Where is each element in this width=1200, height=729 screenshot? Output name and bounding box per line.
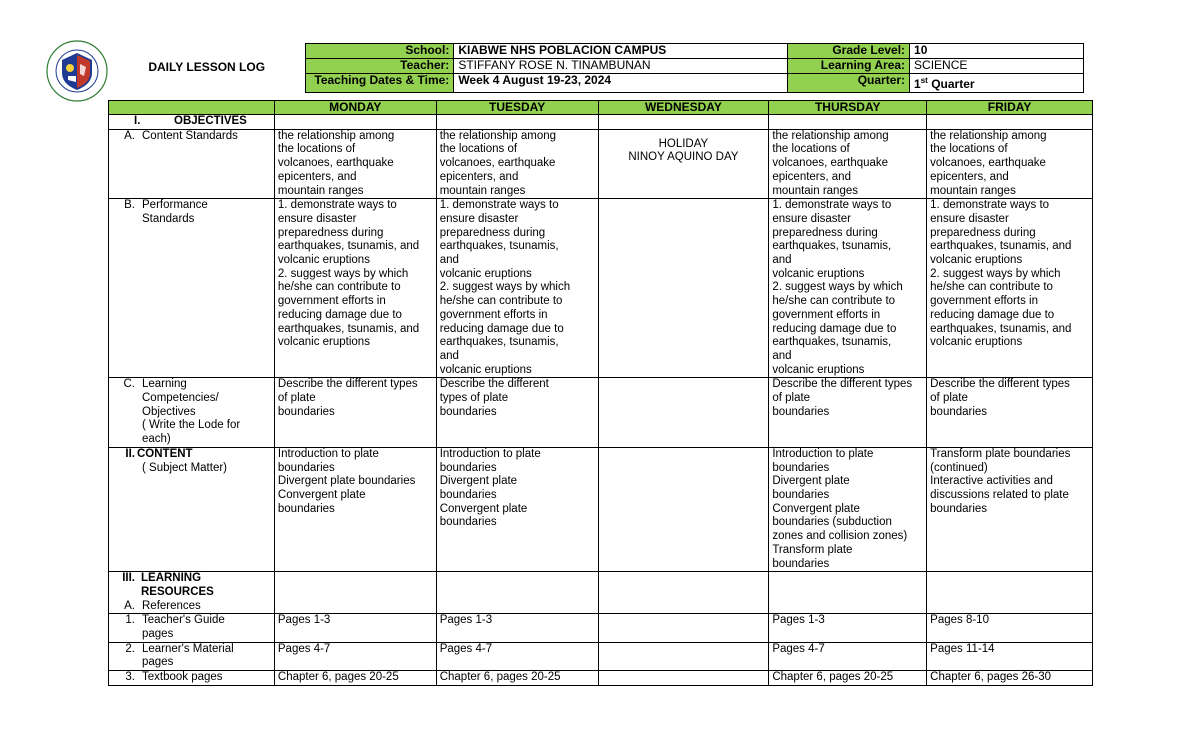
section-label: OBJECTIVES xyxy=(174,115,247,127)
cell-monday: Pages 1-3 xyxy=(274,614,436,642)
day-header-friday: FRIDAY xyxy=(927,101,1093,115)
row-number: A. xyxy=(124,599,135,612)
school-label: School: xyxy=(306,44,454,59)
corner-cell xyxy=(109,101,275,115)
day-header-wednesday: WEDNESDAY xyxy=(598,101,769,115)
row-number: 3. xyxy=(125,671,135,684)
section-sublabel: ( Subject Matter) xyxy=(142,461,227,474)
grade-level-value: 10 xyxy=(910,44,1084,59)
day-header-tuesday: TUESDAY xyxy=(436,101,598,115)
teacher-value: STIFFANY ROSE N. TINAMBUNAN xyxy=(454,59,788,74)
row-number: C. xyxy=(123,378,135,391)
cell-thursday: Describe the different types of plate boundaries xyxy=(769,378,927,448)
section-number: III. xyxy=(122,572,135,585)
quarter-value xyxy=(910,74,1084,93)
cell-tuesday: the relationship among the locations of volcanoes, earthquake epicenters, and mountain ranges xyxy=(436,129,598,199)
objectives-row xyxy=(109,115,1093,130)
cell-wednesday xyxy=(598,671,769,686)
cell-thursday: Introduction to plate boundaries Divergent plate boundaries Convergent plate boundaries (subduction zones and collision zones) Transform plate boundaries xyxy=(769,447,927,571)
lesson-log-table xyxy=(108,100,1093,686)
cell-monday: the relationship among the locations of volcanoes, earthquake epicenters, and mountain ranges xyxy=(274,129,436,199)
learning-area-value: SCIENCE xyxy=(910,59,1084,74)
textbook-row xyxy=(109,671,1093,686)
content-standards-row xyxy=(109,129,1093,199)
cell-thursday: 1. demonstrate ways to ensure disaster preparedness during earthquakes, tsunamis, and volcanic eruptions 2. suggest ways by which he/she can contribute to government efforts in reducing damage due to earthquakes, tsunamis, and volcanic eruptions xyxy=(769,199,927,378)
row-label: Learning Competencies/ Objectives ( Write the Lode for each) xyxy=(142,378,241,446)
row-number: A. xyxy=(124,129,135,142)
cell-friday: Pages 11-14 xyxy=(927,642,1093,670)
cell-thursday: Pages 4-7 xyxy=(769,642,927,670)
teachers-guide-row xyxy=(109,614,1093,642)
performance-standards-row xyxy=(109,199,1093,378)
cell-wednesday xyxy=(598,614,769,642)
quarter-number: 1 xyxy=(914,77,921,91)
cell-wednesday xyxy=(598,447,769,571)
teacher-label: Teacher: xyxy=(306,59,454,74)
cell-friday: Transform plate boundaries (continued) Interactive activities and discussions related to plate boundaries xyxy=(927,447,1093,571)
objectives-heading xyxy=(109,115,275,130)
row-number: B. xyxy=(124,199,135,212)
competencies-row xyxy=(109,378,1093,448)
section-number: I. xyxy=(134,115,141,127)
row-label: Textbook pages xyxy=(142,671,223,684)
references-label: References xyxy=(142,599,201,612)
cell-friday: Describe the different types of plate boundaries xyxy=(927,378,1093,448)
cell-thursday: Chapter 6, pages 20-25 xyxy=(769,671,927,686)
quarter-text: Quarter xyxy=(927,77,975,91)
cell-tuesday: 1. demonstrate ways to ensure disaster preparedness during earthquakes, tsunamis, and volcanic eruptions 2. suggest ways by which he/she can contribute to government efforts in reducing damage due to earthquakes, tsunamis, and volcanic eruptions xyxy=(436,199,598,378)
deped-seal-logo xyxy=(46,40,108,102)
cell-wednesday xyxy=(598,378,769,448)
cell-thursday: the relationship among the locations of volcanoes, earthquake epicenters, and mountain ranges xyxy=(769,129,927,199)
holiday-notice: HOLIDAY NINOY AQUINO DAY xyxy=(598,129,769,199)
quarter-label: Quarter: xyxy=(788,74,910,93)
cell-monday: Chapter 6, pages 20-25 xyxy=(274,671,436,686)
cell-tuesday: Chapter 6, pages 20-25 xyxy=(436,671,598,686)
day-header-monday: MONDAY xyxy=(274,101,436,115)
row-label: Content Standards xyxy=(142,129,238,142)
cell-thursday: Pages 1-3 xyxy=(769,614,927,642)
cell-monday: 1. demonstrate ways to ensure disaster preparedness during earthquakes, tsunamis, and volcanic eruptions 2. suggest ways by which he/she can contribute to government efforts in reducing damage due to earthquakes, tsunamis, and volcanic eruptions xyxy=(274,199,436,378)
section-label: CONTENT xyxy=(137,447,193,460)
cell-wednesday xyxy=(598,642,769,670)
cell-friday: Pages 8-10 xyxy=(927,614,1093,642)
cell-monday: Introduction to plate boundaries Divergent plate boundaries Convergent plate boundaries xyxy=(274,447,436,571)
cell-monday: Describe the different types of plate boundaries xyxy=(274,378,436,448)
grade-level-label: Grade Level: xyxy=(788,44,910,59)
content-row xyxy=(109,447,1093,571)
cell-tuesday: Introduction to plate boundaries Divergent plate boundaries Convergent plate boundaries xyxy=(436,447,598,571)
school-value: KIABWE NHS POBLACION CAMPUS xyxy=(454,44,788,59)
header-table xyxy=(108,43,1084,93)
quarter-suffix: st xyxy=(920,76,928,85)
cell-wednesday xyxy=(598,199,769,378)
cell-friday: 1. demonstrate ways to ensure disaster preparedness during earthquakes, tsunamis, and volcanic eruptions 2. suggest ways by which he/she can contribute to government efforts in reducing damage due to earthquakes, tsunamis, and volcanic eruptions xyxy=(927,199,1093,378)
learners-material-row xyxy=(109,642,1093,670)
section-label: LEARNING RESOURCES xyxy=(141,572,214,598)
day-header-row xyxy=(109,101,1093,115)
cell-tuesday: Describe the different types of plate boundaries xyxy=(436,378,598,448)
cell-friday: Chapter 6, pages 26-30 xyxy=(927,671,1093,686)
row-number: 2. xyxy=(125,642,135,655)
learning-resources-row xyxy=(109,572,1093,614)
row-label: Teacher's Guide pages xyxy=(142,614,225,641)
teaching-dates-label: Teaching Dates & Time: xyxy=(306,74,454,93)
cell-tuesday: Pages 4-7 xyxy=(436,642,598,670)
day-header-thursday: THURSDAY xyxy=(769,101,927,115)
cell-tuesday: Pages 1-3 xyxy=(436,614,598,642)
cell-friday: the relationship among the locations of volcanoes, earthquake epicenters, and mountain ranges xyxy=(927,129,1093,199)
learning-area-label: Learning Area: xyxy=(788,59,910,74)
section-number: II. xyxy=(125,447,135,460)
row-label: Performance Standards xyxy=(142,199,208,225)
teaching-dates-value: Week 4 August 19-23, 2024 xyxy=(454,74,788,93)
row-number: 1. xyxy=(125,614,135,627)
document-title: DAILY LESSON LOG xyxy=(148,60,266,74)
row-label: Learner's Material pages xyxy=(142,642,234,669)
cell-monday: Pages 4-7 xyxy=(274,642,436,670)
